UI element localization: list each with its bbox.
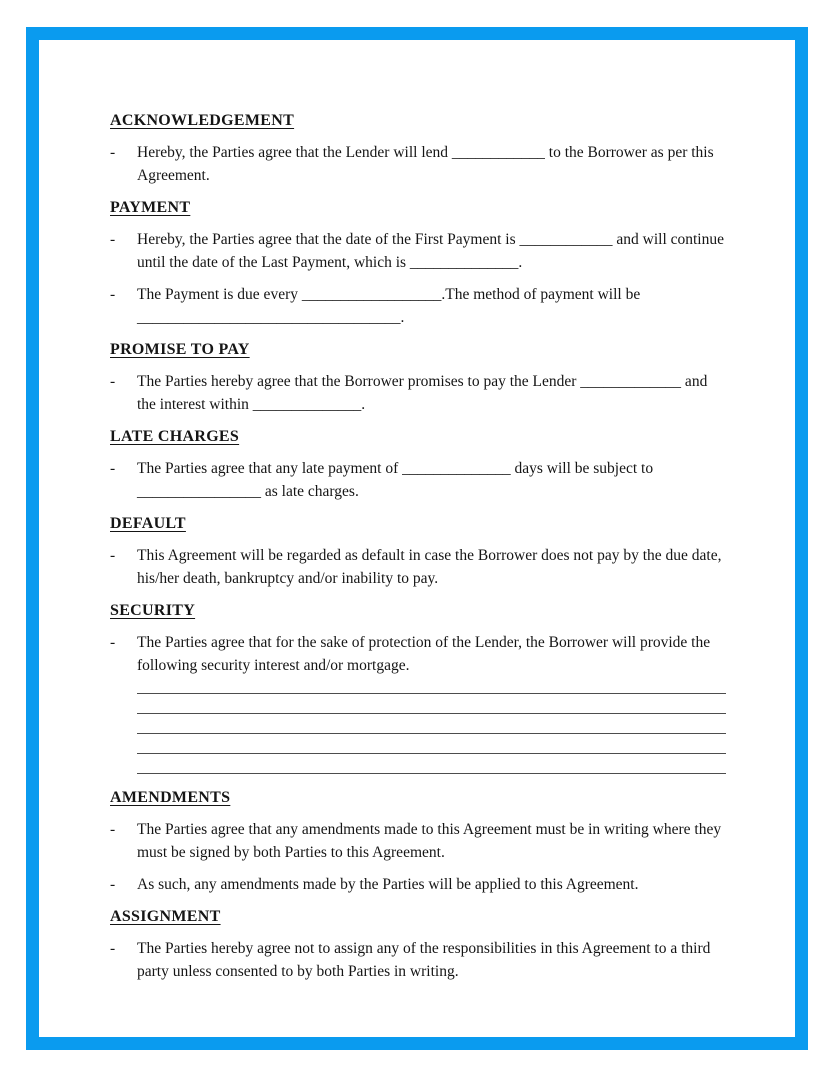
bullet-item <box>110 544 726 590</box>
bullet-item <box>110 631 726 677</box>
bullet-marker: - <box>110 231 116 248</box>
bullet-text: As such, any amendments made by the Parties will be applied to this Agreement. <box>137 876 639 893</box>
bullet-item <box>110 457 726 503</box>
section-heading-late-charges: LATE CHARGES <box>110 428 240 445</box>
bullet-text: The Parties agree that any amendments made to this Agreement must be in writing where they must be signed by both Parties to this Agreement. <box>137 821 725 861</box>
section-heading-default: DEFAULT <box>110 515 186 532</box>
security-fill-in-lines <box>137 674 726 774</box>
security-blank-line <box>137 674 726 694</box>
bullet-text: The Parties agree that any late payment of ______________ days will be subject to ________________ as late charges. <box>137 460 657 500</box>
bullet-item <box>110 228 726 274</box>
security-blank-line <box>137 694 726 714</box>
section-heading-payment: PAYMENT <box>110 199 191 216</box>
bullet-item <box>110 873 726 896</box>
bullet-marker: - <box>110 876 116 893</box>
bullet-item <box>110 818 726 864</box>
section-heading-acknowledgement: ACKNOWLEDGEMENT <box>110 112 295 129</box>
bullet-item <box>110 283 726 329</box>
bullet-text: The Parties hereby agree not to assign any of the responsibilities in this Agreement to a third party unless consented to by both Parties in writing. <box>137 940 715 980</box>
section-heading-promise-to-pay: PROMISE TO PAY <box>110 341 250 358</box>
bullet-text: The Payment is due every __________________.The method of payment will be __________________________________. <box>137 286 645 326</box>
bullet-marker: - <box>110 940 116 957</box>
bullet-item <box>110 141 726 187</box>
bullet-text: The Parties agree that for the sake of protection of the Lender, the Borrower will provide the following security interest and/or mortgage. <box>137 634 714 674</box>
bullet-marker: - <box>110 144 116 161</box>
bullet-marker: - <box>110 547 116 564</box>
bullet-text: This Agreement will be regarded as default in case the Borrower does not pay by the due date, his/her death, bankruptcy and/or inability to pay. <box>137 547 726 587</box>
bullet-item <box>110 370 726 416</box>
bullet-marker: - <box>110 373 116 390</box>
section-heading-amendments: AMENDMENTS <box>110 789 231 806</box>
bullet-marker: - <box>110 460 116 477</box>
bullet-text: The Parties hereby agree that the Borrower promises to pay the Lender _____________ and the interest within ______________. <box>137 373 712 413</box>
bullet-item <box>110 937 726 983</box>
bullet-text: Hereby, the Parties agree that the Lender will lend ____________ to the Borrower as per this Agreement. <box>137 144 717 184</box>
loan-agreement-document <box>110 109 726 992</box>
bullet-text: Hereby, the Parties agree that the date of the First Payment is ____________ and will continue until the date of the Last Payment, which is ______________. <box>137 231 728 271</box>
bullet-marker: - <box>110 821 116 838</box>
bullet-marker: - <box>110 286 116 303</box>
security-blank-line <box>137 754 726 774</box>
security-blank-line <box>137 714 726 734</box>
bullet-marker: - <box>110 634 116 651</box>
security-blank-line <box>137 734 726 754</box>
section-heading-assignment: ASSIGNMENT <box>110 908 221 925</box>
section-heading-security: SECURITY <box>110 602 196 619</box>
